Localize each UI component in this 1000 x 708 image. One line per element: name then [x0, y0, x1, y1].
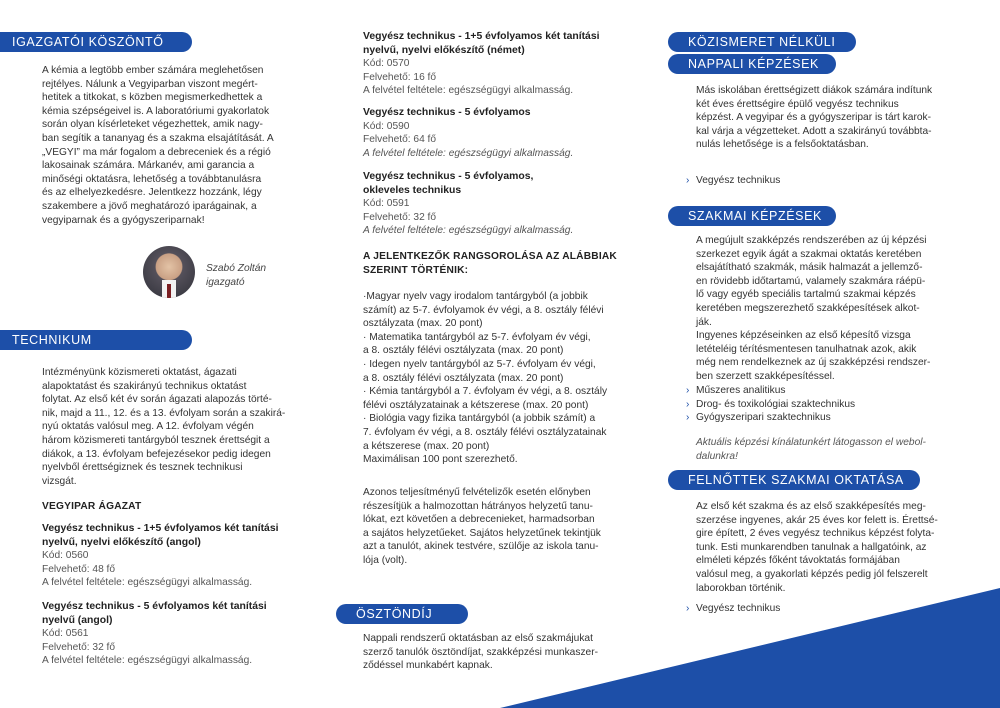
technikum-text: Intézményünk közismereti oktatást, ágazati alapoktatást és szakirányú technikus oktatást folytat. Az első két év során ágazati alapozás törté- nik, majd a 11., 12. és a 13. évfolyam során a szakirá- nyú oktatás valósul meg. A 12. évfolyam végén három közismereti tantárgyból tesznek érettségit a diákok, a 13. évfolyam befejezésekor pedig idegen nyelvből érettségiznek és tesznek technikusi vizsgát. — [42, 367, 286, 487]
list-item: › Műszeres analitikus — [686, 385, 786, 396]
technikum-heading: TECHNIKUM — [0, 330, 192, 350]
welcome-text: A kémia a legtöbb ember számára meglehetősen rejtélyes. Nálunk a Vegyiparban viszont megért- hetitek a titkokat, s közben megismerkedhettek a kémia szépségeivel is. A laboratóriumi gyakorlatok során olyan kísérleteket végezhettek, amik nagy- ban segítik a tananyag és a szakma elsajátítását. A „VEGYI” ma már fogalom a debreceniek és a régió lakosainak számára. Márkanév, ami garancia a minőségi oktatásra, lehetőség a továbbtanulásra és az elhelyezkedésre. Jelentkezz hozzánk, légy szakembere a jövő meghatározó iparágainak, a vegyiparnak és a gyógyszeriparnak! — [42, 65, 274, 226]
list-item: › Drog- és toxikológiai szaktechnikus — [686, 398, 856, 410]
chevron-right-icon: › — [686, 175, 690, 186]
program-card: Vegyész technikus - 5 évfolyamos Kód: 0590 Felvehető: 64 fő A felvétel feltétele: egészségügyi alkalmasság. — [363, 107, 574, 159]
signature-role: igazgató — [206, 277, 245, 288]
ranking-title: A JELENTKEZŐK RANGSOROLÁSA AZ ALÁBBIAK SZERINT TÖRTÉNIK: — [363, 251, 617, 276]
day-courses-text: Más iskolában érettségizett diákok számára indítunk két éves érettségire épülő vegyész technikus képzést. A vegyipar és a gyógyszeripar is tárt karok- kal várja a végzetteket. Adott a szakirányú továbbta- nulás lehetősége is a felsőoktatásban. — [696, 85, 933, 151]
chevron-right-icon: › — [686, 412, 690, 424]
ranking-criteria: ·Magyar nyelv vagy irodalom tantárgyból (a jobbik számít) az 5-7. évfolyamok év végi, a 8. osztály félévi osztályzata (max. 20 pont) · Matematika tantárgyból az 5-7. évfolyam év végi, a 8. osztály félévi osztályzata (max. 20 pont) · Idegen nyelv tantárgyból az 5-7. évfolyam év végi, a 8. osztály félévi osztályzata (max. 20 pont) · Kémia tantárgyból a 7. évfolyam év végi, a 8. osztály félévi osztályzatainak a kétszerese (max. 20 pont) · Biológia vagy fizika tantárgyból (a jobbik számít) a 7. évfolyam év végi, a 8. osztály félévi osztályzatainak a kétszerese (max. 20 pont) Maximálisan 100 pont szerezhető. — [363, 291, 608, 466]
website-note: Aktuális képzési kínálatunkért látogasson el webol- dalunkra! — [696, 437, 926, 462]
adult-education-text: Az első két szakma és az első szakképesítés meg- szerzése ingyenes, akár 25 éves kor felett is. Érettsé- gire épített, 2 éves vegyész technikus képzést folyta- tunk. Esti munkarendben tanulnak a hallgatóink, az elméleti képzés főként távoktatás formájában valósul meg, a gyakorlati képzés pedig jól felszerelt laborokban történik. — [696, 501, 938, 594]
principal-photo — [143, 246, 195, 298]
adult-education-heading: FELNŐTTEK SZAKMAI OKTATÁSA — [668, 470, 920, 490]
program-card: Vegyész technikus - 1+5 évfolyamos két tanítási nyelvű, nyelvi előkészítő (angol) Kód: 0560 Felvehető: 48 fő A felvétel feltétele: egészségügyi alkalmasság. — [42, 523, 279, 589]
day-courses-heading-2: NAPPALI KÉPZÉSEK — [668, 54, 836, 74]
professional-text: A megújult szakképzés rendszerében az új képzési szerkezet egyik ágát a szakmai oktatás keretében elsajátítható szakmák, másik halmazát a jellemző- en rövidebb időtartamú, valamely szakmára ráépü- lő vagy egyéb speciális tartalmú szakmai képzés keretében megszerezhető szakképesítések alkot- ják. Ingyenes képzéseinken az első képesítő vizsga letételéig térítésmentesen tanulhatnak azok, akik még nem rendelkeznek az új szakképzési rendszer- ben szerzett szakképesítéssel. — [696, 235, 931, 382]
list-item: › Vegyész technikus — [686, 603, 781, 614]
chevron-right-icon: › — [686, 603, 690, 614]
day-courses-list — [686, 174, 780, 188]
program-card: Vegyész technikus - 5 évfolyamos két tanítási nyelvű (angol) Kód: 0561 Felvehető: 32 fő A felvétel feltétele: egészségügyi alkalmasság. — [42, 601, 267, 667]
program-card: Vegyész technikus - 1+5 évfolyamos két tanítási nyelvű, nyelvi előkészítő (német) Kód: 0570 Felvehető: 16 fő A felvétel feltétele: egészségügyi alkalmasság. — [363, 31, 600, 97]
list-item: › Gyógyszeripari szaktechnikus — [686, 412, 831, 424]
scholarship-text: Nappali rendszerű oktatásban az első szakmájukat szerző tanulók ösztöndíjat, szakképzési munkaszer- ződéssel munkabért kapnak. — [363, 633, 598, 672]
program-card: Vegyész technikus - 5 évfolyamos, okleveles technikus Kód: 0591 Felvehető: 32 fő A felvétel feltétele: egészségügyi alkalmasság. — [363, 171, 574, 237]
professional-list — [686, 384, 855, 425]
welcome-heading: IGAZGATÓI KÖSZÖNTŐ — [0, 32, 192, 52]
chevron-right-icon: › — [686, 385, 690, 396]
signature-name: Szabó Zoltán — [206, 263, 267, 274]
signature — [206, 262, 266, 290]
scholarship-heading: ÖSZTÖNDÍJ — [336, 604, 468, 624]
equal-performance-text: Azonos teljesítményű felvételizők esetén előnyben részesítjük a halmozottan hátrányos helyzetű tanu- lókat, ezt követően a debrecenieket, harmadsorban a sajátos helyzetűeket. Sajátos helyzetűnek tekintjük azt a tanulót, akinek testvére, szülője az iskola tanu- lója (volt). — [363, 487, 601, 566]
list-item: › Vegyész technikus — [686, 175, 781, 186]
sector-title: VEGYIPAR ÁGAZAT — [42, 501, 142, 512]
adult-education-list — [686, 602, 780, 616]
professional-heading: SZAKMAI KÉPZÉSEK — [668, 206, 836, 226]
day-courses-heading-1: KÖZISMERET NÉLKÜLI — [668, 32, 856, 52]
chevron-right-icon: › — [686, 398, 690, 410]
